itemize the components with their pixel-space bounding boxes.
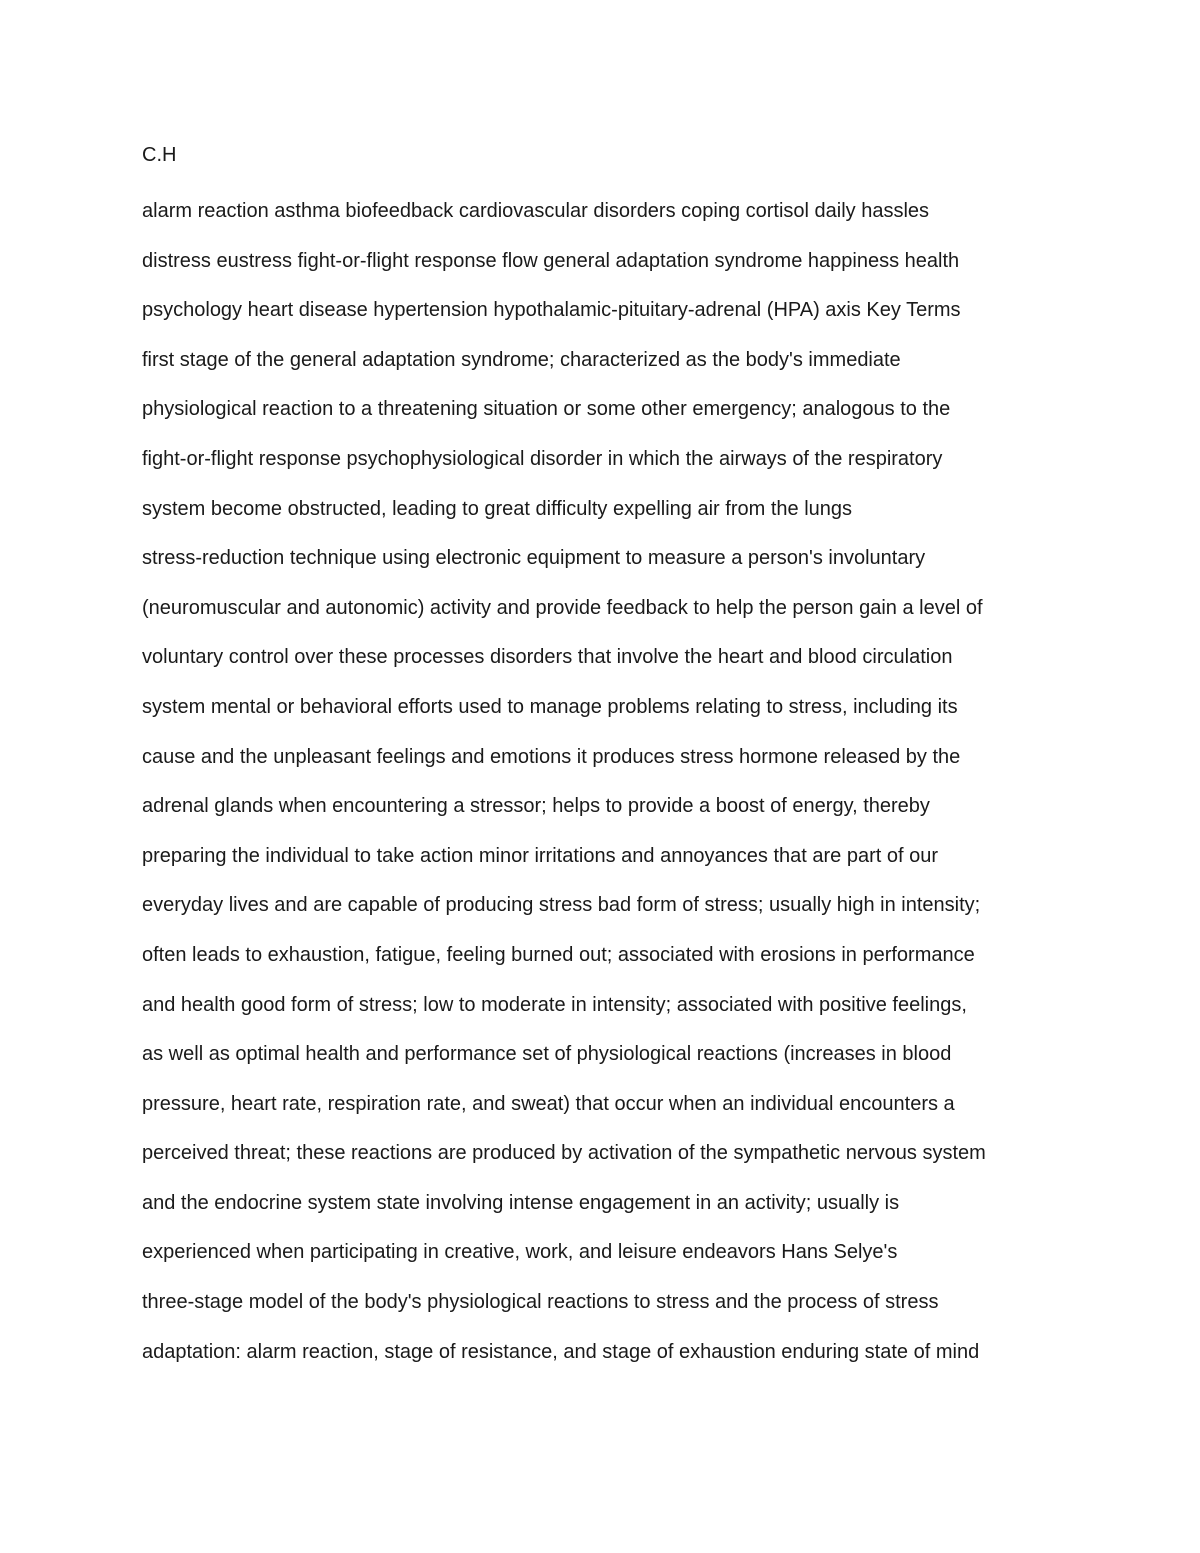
- text-line: physiological reaction to a threatening situation or some other emergency; analogous to the: [142, 398, 951, 421]
- text-line: system become obstructed, leading to great difficulty expelling air from the lungs: [142, 497, 852, 520]
- page-header: C.H: [142, 144, 177, 166]
- text-line: often leads to exhaustion, fatigue, feeling burned out; associated with erosions in performance: [142, 943, 975, 966]
- text-line: adaptation: alarm reaction, stage of resistance, and stage of exhaustion enduring state of mind: [142, 1340, 980, 1363]
- text-line: pressure, heart rate, respiration rate, and sweat) that occur when an individual encounters a: [142, 1092, 955, 1115]
- text-line: psychology heart disease hypertension hypothalamic-pituitary-adrenal (HPA) axis Key Terms: [142, 299, 961, 322]
- text-line: three-stage model of the body's physiological reactions to stress and the process of stress: [142, 1291, 939, 1314]
- text-line: alarm reaction asthma biofeedback cardiovascular disorders coping cortisol daily hassles: [142, 200, 930, 222]
- text-line: and health good form of stress; low to moderate in intensity; associated with positive feelings,: [142, 993, 967, 1016]
- text-line: cause and the unpleasant feelings and emotions it produces stress hormone released by the: [142, 745, 961, 768]
- text-line: stress-reduction technique using electronic equipment to measure a person's involuntary: [142, 547, 926, 570]
- text-line: preparing the individual to take action minor irritations and annoyances that are part of our: [142, 844, 939, 867]
- text-line: fight-or-flight response psychophysiological disorder in which the airways of the respiratory: [142, 447, 943, 470]
- text-line: and the endocrine system state involving intense engagement in an activity; usually is: [142, 1191, 900, 1214]
- text-line: adrenal glands when encountering a stressor; helps to provide a boost of energy, thereby: [142, 795, 930, 818]
- text-line: as well as optimal health and performance set of physiological reactions (increases in blood: [142, 1043, 952, 1066]
- document-body: [142, 197, 1102, 1387]
- text-line: first stage of the general adaptation syndrome; characterized as the body's immediate: [142, 348, 901, 371]
- text-line: experienced when participating in creative, work, and leisure endeavors Hans Selye's: [142, 1241, 898, 1264]
- text-line: perceived threat; these reactions are produced by activation of the sympathetic nervous system: [142, 1142, 986, 1165]
- text-line: everyday lives and are capable of producing stress bad form of stress; usually high in intensity;: [142, 894, 981, 917]
- text-line: system mental or behavioral efforts used to manage problems relating to stress, including its: [142, 695, 958, 718]
- text-line: (neuromuscular and autonomic) activity and provide feedback to help the person gain a level of: [142, 596, 983, 619]
- text-line: voluntary control over these processes disorders that involve the heart and blood circulation: [142, 646, 953, 669]
- text-line: distress eustress fight-or-flight response flow general adaptation syndrome happiness health: [142, 249, 960, 272]
